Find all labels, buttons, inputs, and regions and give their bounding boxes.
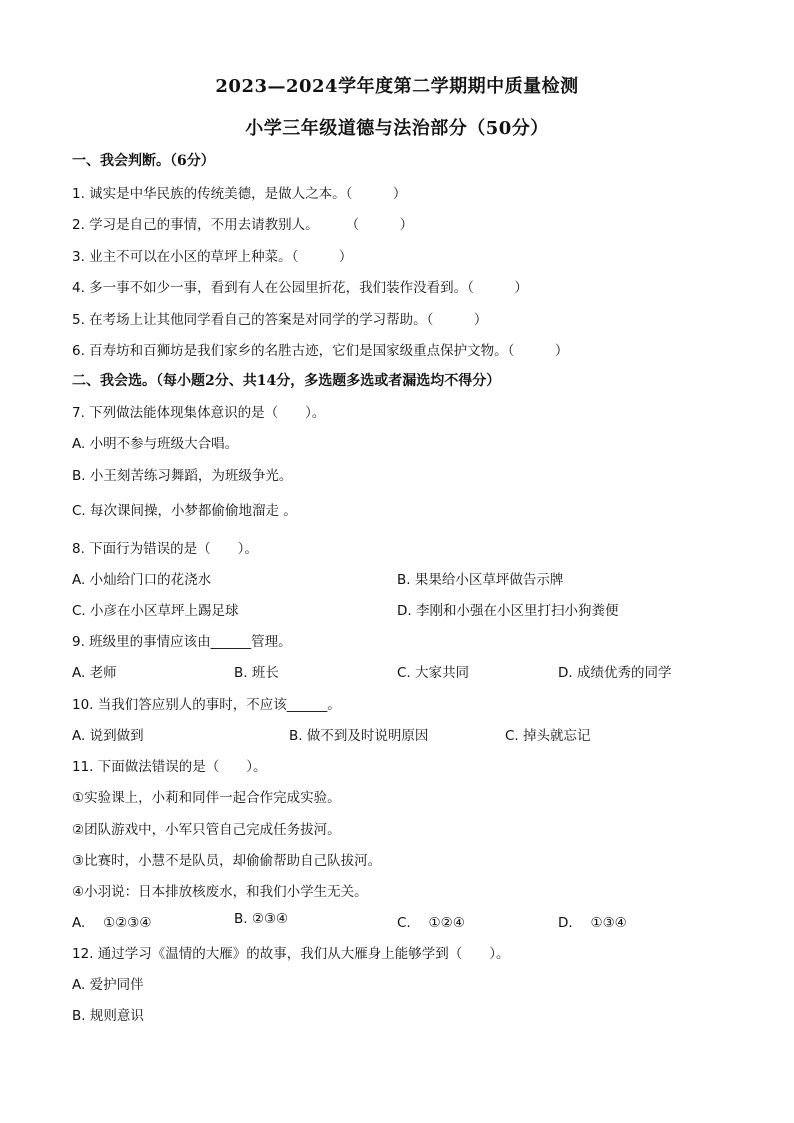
question-12-option-a: A. 爱护同伴 [72, 977, 144, 993]
question-7-stem: 7. 下列做法能体现集体意识的是（ ）。 [72, 405, 326, 421]
question-5: 5. 在考场上让其他同学看自己的答案是对同学的学习帮助。（ ） [72, 312, 488, 328]
question-8-stem: 8. 下面行为错误的是（ ）。 [72, 541, 258, 557]
section2-heading: 二、我会选。（每小题2分、共14分，多选题多选或者漏选均不得分） [72, 373, 501, 389]
question-10-option-b: B. 做不到及时说明原因 [289, 728, 429, 744]
question-9-option-c: C. 大家共同 [397, 665, 470, 681]
question-8-option-b: B. 果果给小区草坪做告示牌 [397, 572, 564, 588]
question-8-option-d: D. 李刚和小强在小区里打扫小狗粪便 [397, 603, 619, 619]
question-7-option-a: A. 小明不参与班级大合唱。 [72, 436, 239, 452]
question-8-option-c: C. 小彦在小区草坪上踢足球 [72, 603, 239, 619]
question-11-option-b: B. ②③④ [234, 911, 289, 927]
question-11-statement-1: ①实验课上，小莉和同伴一起合作完成实验。 [72, 790, 341, 806]
question-12-option-b: B. 规则意识 [72, 1008, 144, 1024]
question-7-option-b: B. 小王刻苦练习舞蹈，为班级争光。 [72, 468, 293, 484]
question-10-stem: 10. 当我们答应别人的事时，不应该______。 [72, 697, 341, 713]
question-7-option-c: C. 每次课间操，小梦都偷偷地溜走 。 [72, 503, 297, 519]
question-9-option-a: A. 老师 [72, 665, 117, 681]
question-9-option-b: B. 班长 [234, 665, 279, 681]
question-11-option-a: A. ①②③④ [72, 915, 152, 931]
question-11-stem: 11. 下面做法错误的是（ ）。 [72, 759, 267, 775]
question-10-option-a: A. 说到做到 [72, 728, 144, 744]
section1-heading: 一、我会判断。（6分） [72, 153, 215, 169]
question-11-statement-2: ②团队游戏中，小军只管自己完成任务拔河。 [72, 822, 341, 838]
question-1: 1. 诚实是中华民族的传统美德，是做人之本。（ ） [72, 186, 407, 202]
question-9-stem: 9. 班级里的事情应该由______管理。 [72, 634, 292, 650]
question-11-statement-4: ④小羽说：日本排放核废水，和我们小学生无关。 [72, 884, 368, 900]
question-11-option-d: D. ①③④ [558, 915, 627, 931]
question-9-option-d: D. 成绩优秀的同学 [558, 665, 672, 681]
question-11-option-c: C. ①②④ [397, 915, 465, 931]
exam-title: 2023—2024学年度第二学期期中质量检测 [215, 76, 579, 97]
question-12-stem: 12. 通过学习《温情的大雁》的故事，我们从大雁身上能够学到（ ）。 [72, 946, 510, 962]
question-11-statement-3: ③比赛时，小慧不是队员，却偷偷帮助自己队拔河。 [72, 853, 382, 869]
question-3: 3. 业主不可以在小区的草坪上种菜。（ ） [72, 249, 353, 265]
question-4: 4. 多一事不如少一事，看到有人在公园里折花，我们装作没看到。（ ） [72, 280, 528, 296]
question-2: 2. 学习是自己的事情，不用去请教别人。 （ ） [72, 217, 414, 233]
question-6: 6. 百寿坊和百狮坊是我们家乡的名胜古迹，它们是国家级重点保护文物。（ ） [72, 343, 569, 359]
question-10-option-c: C. 掉头就忘记 [505, 728, 591, 744]
question-8-option-a: A. 小灿给门口的花浇水 [72, 572, 212, 588]
exam-subtitle: 小学三年级道德与法治部分（50分） [245, 118, 549, 139]
